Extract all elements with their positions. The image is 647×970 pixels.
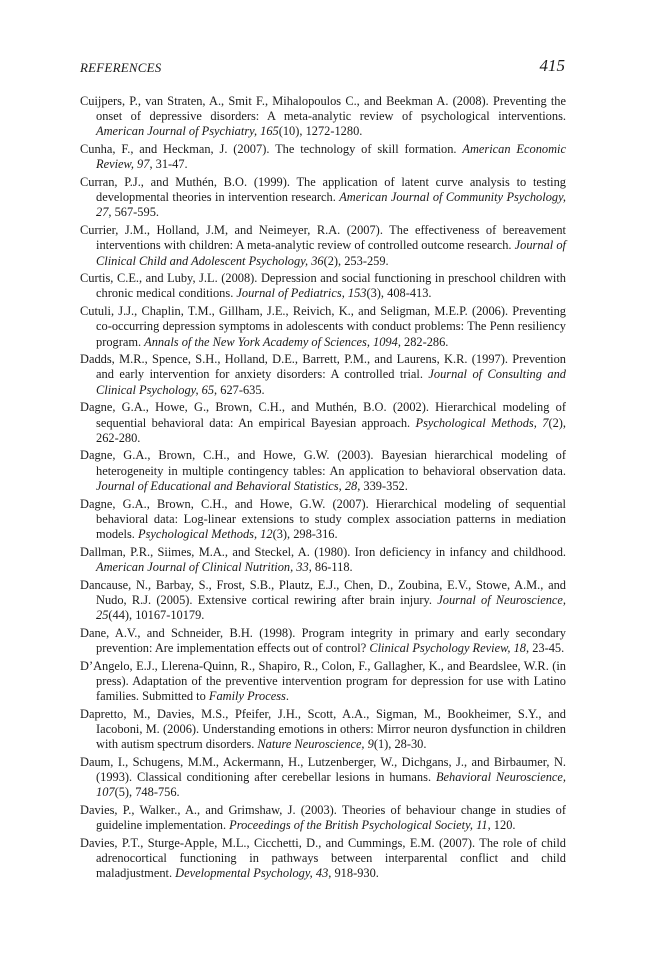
reference-source: Proceedings of the British Psychological Society, 11, (229, 818, 491, 833)
reference-source: Psychological Methods, 7 (415, 415, 549, 430)
reference-list (80, 94, 566, 884)
reference-source: American Journal of Community Psychology, 27 (96, 190, 566, 220)
reference-entry (80, 497, 566, 543)
reference-citation: Dane, A.V., and Schneider, B.H. (1998). Program integrity in primary and early secondary prevention: Are implementation effects out of control? (80, 625, 566, 655)
reference-details: , 23-45. (526, 640, 565, 655)
reference-source: American Journal of Clinical Nutrition, 33 (96, 559, 309, 574)
reference-citation: D’Angelo, E.J., Llerena-Quinn, R., Shapiro, R., Colon, F., Gallagher, K., and Beardslee, W.R. (in press). Adaptation of the preventive intervention program for depression for use with Latino families. Submitted to (80, 658, 566, 704)
reference-entry (80, 659, 566, 705)
reference-citation: Cutuli, J.J., Chaplin, T.M., Gillham, J.E., Reivich, K., and Seligman, M.E.P. (2006). Preventing co-occurring depression symptoms in adolescents with conduct problems: The Penn resiliency program. (80, 304, 566, 349)
reference-entry (80, 545, 566, 575)
reference-source: Psychological Methods, 12 (138, 526, 273, 541)
reference-details: 120. (490, 818, 516, 833)
reference-citation: Curtis, C.E., and Luby, J.L. (2008). Depression and social functioning in preschool children with chronic medical conditions. (80, 271, 566, 301)
reference-details: , 918-930. (328, 866, 379, 881)
reference-source: Nature Neuroscience, 9 (257, 737, 374, 752)
reference-details: (10), 1272-1280. (278, 124, 363, 139)
reference-citation: Dallman, P.R., Siimes, M.A., and Steckel, A. (1980). Iron deficiency in infancy and childhood. (80, 544, 566, 559)
reference-citation: Curran, P.J., and Muthén, B.O. (1999). The application of latent curve analysis to testing developmental theories in intervention research. (80, 175, 566, 205)
reference-citation: Currier, J.M., Holland, J.M, and Neimeyer, R.A. (2007). The effectiveness of bereavement interventions with children: A meta-analytic review of controlled outcome research. (80, 223, 566, 253)
reference-entry (80, 448, 566, 494)
reference-details: (3), 408-413. (366, 286, 432, 301)
reference-citation: Dancause, N., Barbay, S., Frost, S.B., Plautz, E.J., Chen, D., Zoubina, E.V., Stowe, A.M., and Nudo, R.J. (2005). Extensive cortical rewiring after brain injury. (80, 577, 566, 607)
reference-source: Journal of Educational and Behavioral Statistics, 28 (96, 478, 358, 493)
reference-citation: Daum, I., Schugens, M.M., Ackermann, H., Lutzenberger, W., Dichgans, J., and Birbaumer, N. (1993). Classical conditioning after cerebellar lesions in humans. (80, 754, 566, 785)
reference-entry (80, 304, 566, 350)
reference-source: American Economic Review, 97 (96, 142, 566, 172)
reference-details: , 627-635. (214, 382, 265, 397)
reference-citation: Davies, P., Walker., A., and Grimshaw, J. (2003). Theories of behaviour change in studies of guideline implementation. (80, 802, 566, 833)
reference-details: (44), 10167-10179. (108, 608, 205, 622)
reference-citation: Dagne, G.A., Brown, C.H., and Howe, G.W. (2003). Bayesian hierarchical modeling of heterogeneity in multiple contingency tables: An application to behavioral observation data. (80, 448, 566, 478)
reference-entry (80, 836, 566, 882)
reference-entry (80, 142, 566, 172)
reference-details: (5), 748-756. (114, 785, 180, 800)
reference-entry (80, 803, 566, 833)
reference-details: , 86-118. (308, 559, 353, 574)
reference-details: (1), 28-30. (373, 737, 427, 752)
running-head: REFERENCES (80, 60, 162, 75)
reference-details: . (285, 689, 289, 704)
reference-details: , 282-286. (397, 334, 449, 349)
reference-details: , 31-47. (149, 157, 188, 172)
reference-entry (80, 578, 566, 624)
reference-entry (80, 352, 566, 398)
reference-source: American Journal of Psychiatry, 165 (96, 124, 279, 139)
reference-source: Journal of Consulting and Clinical Psychology, 65 (96, 367, 566, 397)
reference-source: Journal of Pediatrics, 153 (236, 286, 367, 301)
reference-details: , 567-595. (108, 205, 159, 220)
reference-entry (80, 223, 566, 269)
reference-source: Family Process (208, 689, 286, 704)
reference-entry (80, 271, 566, 301)
reference-citation: Dagne, G.A., Howe, G., Brown, C.H., and Muthén, B.O. (2002). Hierarchical modeling of sequential behavioral data: An empirical Bayesian approach. (80, 400, 566, 430)
reference-details: (3), 298-316. (272, 526, 338, 541)
reference-source: Clinical Psychology Review, 18 (369, 640, 527, 655)
reference-citation: Cunha, F., and Heckman, J. (2007). The technology of skill formation. (80, 142, 463, 157)
page-number: 415 (539, 56, 565, 75)
reference-entry (80, 755, 566, 801)
reference-details: (2), 253-259. (323, 253, 389, 268)
reference-citation: Cuijpers, P., van Straten, A., Smit F., Mihalopoulos C., and Beekman A. (2008). Preventing the onset of depressive disorders: A meta-analytic review of psychological interventions. (80, 94, 566, 124)
reference-entry (80, 707, 566, 753)
reference-entry (80, 94, 566, 140)
reference-entry (80, 175, 566, 221)
reference-source: Annals of the New York Academy of Sciences, 1094 (144, 334, 398, 349)
reference-entry (80, 626, 566, 656)
reference-details: , 339-352. (357, 478, 408, 493)
reference-details: (2), 262-280. (96, 415, 566, 445)
reference-source: Developmental Psychology, 43 (175, 866, 329, 881)
reference-source: Journal of Clinical Child and Adolescent Psychology, 36 (96, 238, 566, 268)
reference-entry (80, 400, 566, 446)
reference-citation: Davies, P.T., Sturge-Apple, M.L., Cicchetti, D., and Cummings, E.M. (2007). The role of child adrenocortical functioning in pathways between interparental conflict and child maladjustment. (80, 835, 566, 881)
reference-source: Behavioral Neuroscience, 107 (96, 770, 566, 800)
reference-citation: Dapretto, M., Davies, M.S., Pfeifer, J.H., Scott, A.A., Sigman, M., Bookheimer, S.Y., and Iacoboni, M. (2006). Understanding emotions in others: Mirror neuron dysfunction in children with autism spectrum disorders. (80, 706, 566, 752)
page-header (80, 54, 565, 76)
reference-citation: Dagne, G.A., Brown, C.H., and Howe, G.W. (2007). Hierarchical modeling of sequential behavioral data: Log-linear extensions to study complex association patterns in mediation models. (80, 496, 566, 541)
reference-citation: Dadds, M.R., Spence, S.H., Holland, D.E., Barrett, P.M., and Laurens, K.R. (1997). Prevention and early intervention for anxiety disorders: A controlled trial. (80, 352, 566, 382)
reference-source: Journal of Neuroscience, 25 (96, 592, 567, 622)
